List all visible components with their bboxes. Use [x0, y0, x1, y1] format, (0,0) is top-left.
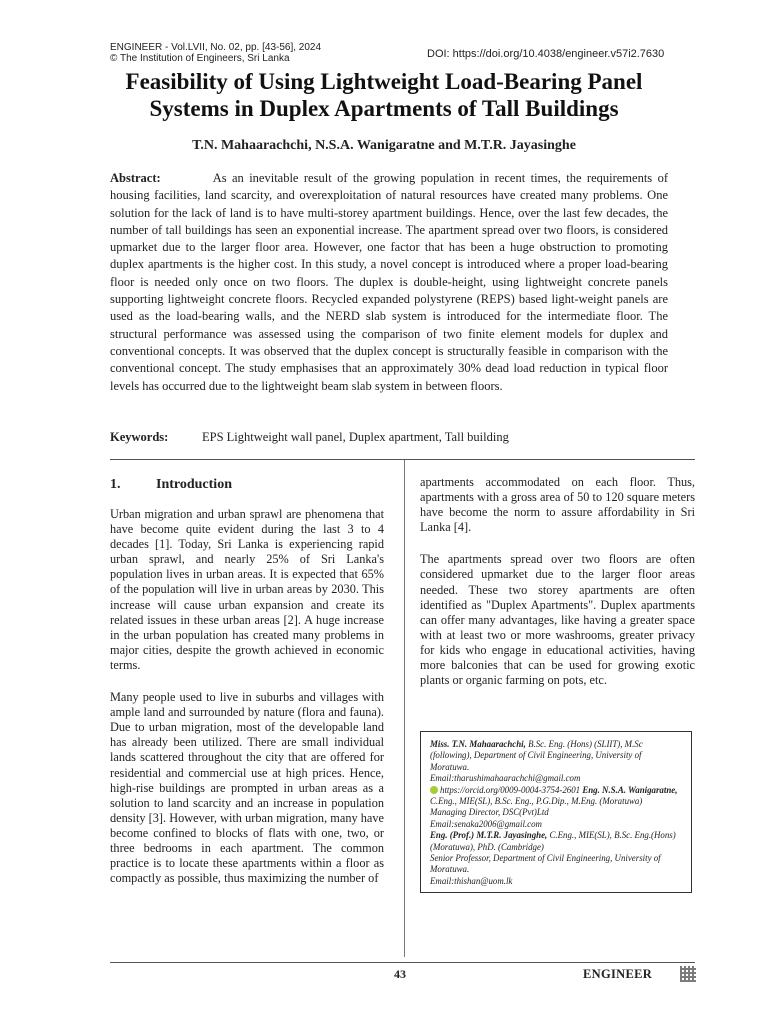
journal-name: ENGINEER [583, 967, 653, 981]
left-column [110, 507, 384, 903]
abstract-text: As an inevitable result of the growing population in recent times, the requirements of housing facilities, land scarcity, and overexploitation of natural resources have created many problems. One solution for the lack of land is to have multi-storey apartment buildings. Hence, over the last few decades, the number of tall buildings has seen an exponential increase. The apartment spread over two floors, is considered upmarket due to the larger floor area. However, one factor that has been a huge obstruction to promoting duplex apartments is the higher cost. In this study, a novel concept is introduced where a proper load-bearing floor is needed only once on two floors. The duplex is double-height, using lightweight concrete panels supporting lightweight concrete floors. Recycled expanded polystyrene (REPS) based light-weight panels are used as the load-bearing walls, and the NERD slab system is introduced for the intermediate floor. The structural performance was assessed using the comparison of two finite element models for duplex and conventional concepts. It was observed that the duplex concept is structurally feasible in comparison with the conventional concept. The study emphasises that an approximately 30% dead load reduction in typical floor levels has occurred due to the lightweight beam slab system in between floors. [110, 171, 668, 393]
title-line-1: Feasibility of Using Lightweight Load-Bearing Panel [125, 69, 643, 94]
author-3-role: Senior Professor, Department of Civil Engineering, University of Moratuwa. [430, 853, 661, 875]
author-2-name: Eng. N.S.A. Wanigaratne, [580, 784, 678, 795]
right-column [420, 475, 695, 705]
author-list: T.N. Mahaarachchi, N.S.A. Wanigaratne and M.T.R. Jayasinghe [192, 138, 576, 153]
author-3-name: Eng. (Prof.) M.T.R. Jayasinghe, [430, 830, 548, 841]
section-heading [110, 477, 232, 493]
author-info-box [420, 731, 692, 893]
author-1-orcid[interactable]: https://orcid.org/0009-0004-3754-2601 [440, 784, 581, 795]
abstract-label: Abstract: [110, 171, 161, 185]
author-3-credentials: C.Eng., MIE(SL), B.Sc. Eng.(Hons) (Moratuwa), PhD. (Cambridge) [430, 830, 676, 852]
author-2-credentials: C.Eng., MIE(SL), B.Sc. Eng., P.G.Dip., M.Eng. (Moratuwa) [430, 796, 643, 807]
paragraph: apartments accommodated on each floor. Thus, apartments with a gross area of 50 to 120 square meters have become the norm to assure affordability in Sri Lanka [4]. [420, 475, 695, 535]
paragraph: Many people used to live in suburbs and villages with ample land and surrounded by nature (flora and fauna). Due to urban migration, most of the developable land has already been utilized. There are small individual lands scattered throughout the city that are offered for residential and commercial use at high prices. Hence, high-rise buildings are prompted in urban areas as a solution to land scarcity and an increase in population density [3]. However, with urban migration, many have become confined to blocks of flats with one, two, or three bedrooms in each apartment. The common practice is to locate these apartments within a floor as compactly as possible, thus maximizing the number of [110, 690, 384, 886]
keywords-label: Keywords: [110, 430, 169, 444]
author-3-email[interactable]: Email:thishan@uom.lk [430, 875, 513, 886]
author-1-email[interactable]: Email:tharushimahaarachchi@gmail.com [430, 773, 581, 784]
author-2-role: Managing Director, DSC(Pvt)Ltd [430, 807, 549, 818]
qr-code-icon [680, 966, 696, 982]
keywords-text: EPS Lightweight wall panel, Duplex apartment, Tall building [202, 430, 509, 444]
section-divider [110, 459, 695, 460]
title-line-2: Systems in Duplex Apartments of Tall Buildings [149, 96, 619, 121]
paper-title [60, 68, 708, 122]
paragraph: Urban migration and urban sprawl are phenomena that have become quite evident during the last 3 to 4 decades [1]. Today, Sri Lanka is experiencing rapid urban sprawl, and nearly 25% of Sri Lanka's population lives in urban areas. It is expected that 65% of the population will live in urban areas by 2030. This increase will cause urban expansion and create its related issues in these urban areas [2]. A huge increase in the urban population has created many problems in major cities, despite the growth achieved in economic terms. [110, 507, 384, 672]
abstract [110, 170, 668, 395]
page-number: 43 [394, 967, 406, 981]
footer-rule [110, 962, 695, 963]
orcid-icon [430, 786, 438, 794]
doi-link[interactable]: DOI: https://doi.org/10.4038/engineer.v57i2.7630 [427, 48, 665, 60]
keywords [110, 430, 509, 445]
paragraph: The apartments spread over two floors are often considered upmarket due to the larger floor areas needed. These two storey apartments are often identified as "Duplex Apartments". Duplex apartments can offer many advantages, like having a greater space with at least two or more washrooms, greater privacy for kids who engage in educational activities, having more balconies that can be used for growing exotic plants or organic farming on pots, etc. [420, 552, 695, 688]
section-number: 1. [110, 477, 121, 492]
journal-citation: ENGINEER - Vol.LVII, No. 02, pp. [43-56], 2024 [110, 42, 322, 53]
author-2-email[interactable]: Email:senaka2006@gmail.com [430, 818, 542, 829]
column-divider [404, 460, 405, 957]
author-1-name: Miss. T.N. Mahaarachchi, [430, 739, 526, 749]
author-1-credentials: B.Sc. Eng. (Hons) (SLIIT), M.Sc (following), Department of Civil Engineering, University of Moratuwa. [430, 739, 643, 772]
publisher-line: © The Institution of Engineers, Sri Lanka [110, 53, 290, 64]
section-title: Introduction [156, 477, 232, 492]
